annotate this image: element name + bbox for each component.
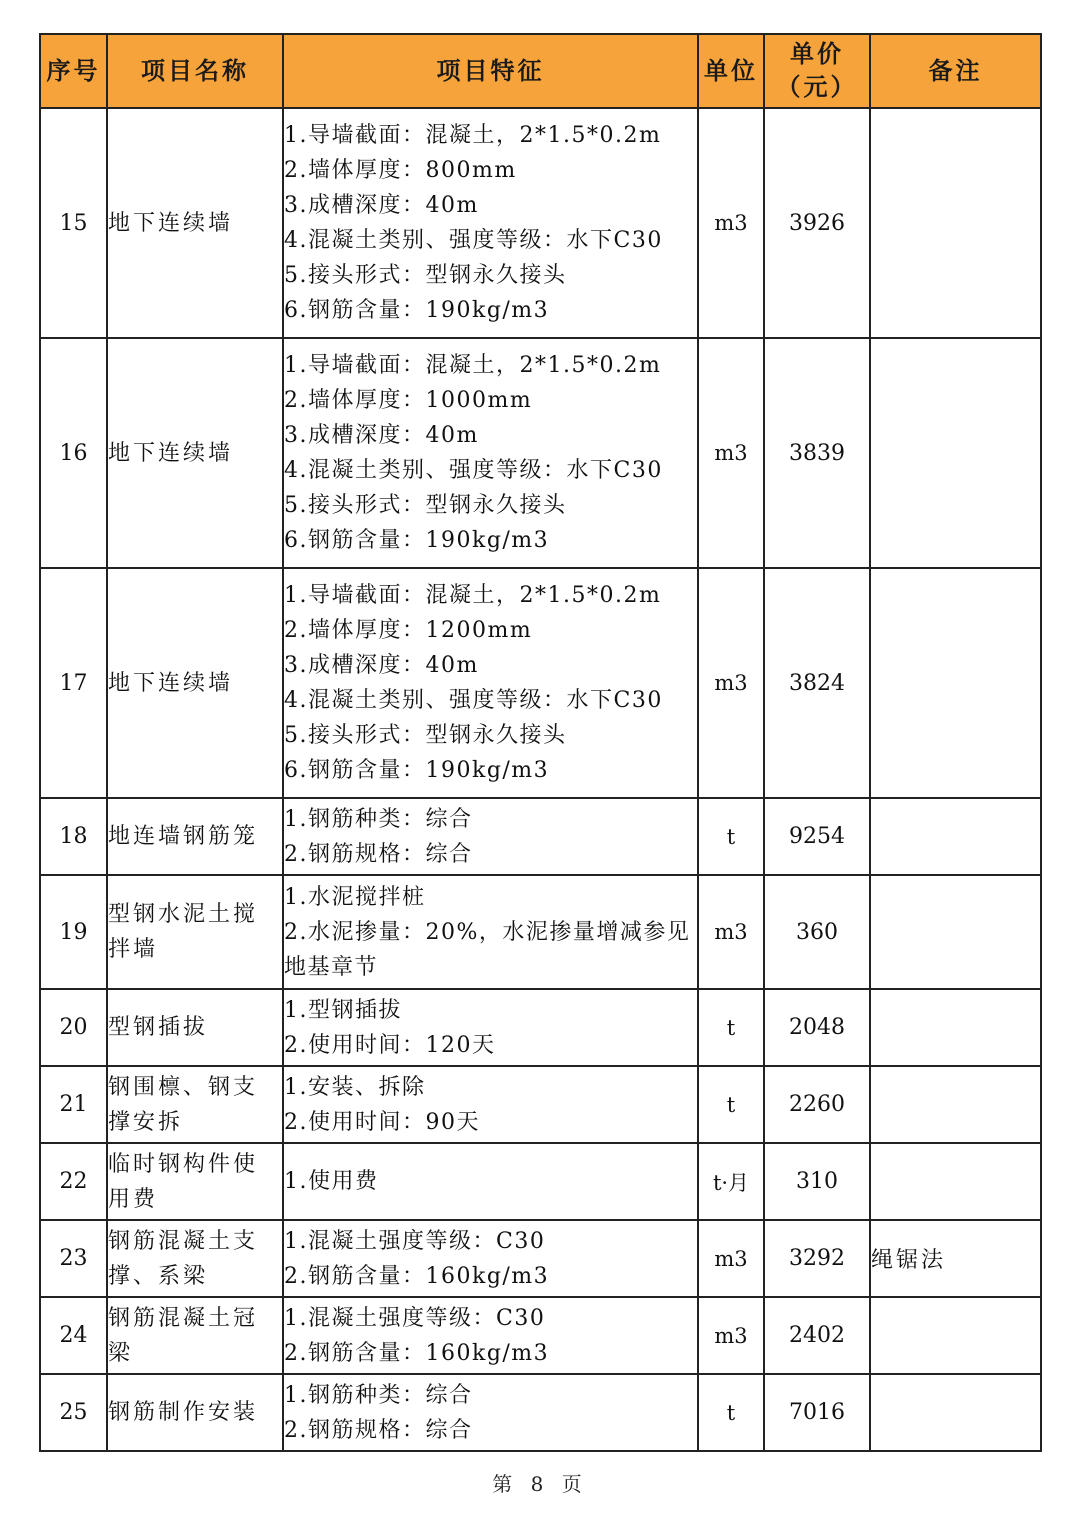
item-name: 地下连续墙 (107, 338, 283, 568)
item-unit: m3 (698, 1220, 764, 1297)
feature-line: 2.墙体厚度：1000mm (284, 388, 533, 413)
row-number: 23 (40, 1220, 107, 1297)
row-number: 18 (40, 798, 107, 875)
item-name: 型钢插拔 (107, 989, 283, 1066)
feature-line: 4.混凝土类别、强度等级：水下C30 (284, 458, 663, 483)
item-features (283, 338, 698, 568)
feature-line: 1.混凝土强度等级：C30 (284, 1305, 546, 1331)
header-price-line1: 单价 (790, 40, 844, 68)
feature-line: 1.使用费 (284, 1169, 379, 1194)
item-name: 型钢水泥土搅拌墙 (107, 875, 283, 989)
feature-line: 1.导墙截面：混凝土，2*1.5*0.2m (284, 353, 662, 378)
item-remark (870, 1143, 1041, 1220)
feature-line: 2.钢筋规格：综合 (284, 841, 473, 867)
item-name: 地连墙钢筋笼 (107, 798, 283, 875)
feature-line: 1.钢筋种类：综合 (284, 806, 473, 832)
item-remark (870, 989, 1041, 1066)
item-unit-price: 3926 (764, 108, 870, 338)
header-price-line2: （元） (776, 73, 858, 101)
row-number: 17 (40, 568, 107, 798)
item-remark (870, 798, 1041, 875)
item-features (283, 568, 698, 798)
item-features (283, 1143, 698, 1220)
feature-line: 4.混凝土类别、强度等级：水下C30 (284, 688, 663, 713)
item-unit-price: 2260 (764, 1066, 870, 1143)
item-name: 地下连续墙 (107, 568, 283, 798)
item-unit-price: 310 (764, 1143, 870, 1220)
row-number: 19 (40, 875, 107, 989)
item-unit-price: 9254 (764, 798, 870, 875)
table-row (40, 798, 1041, 875)
feature-line: 1.水泥搅拌桩 (284, 884, 426, 910)
boq-table (39, 33, 1042, 1452)
item-unit: m3 (698, 875, 764, 989)
table-row (40, 1374, 1041, 1451)
feature-line: 5.接头形式：型钢永久接头 (284, 263, 567, 288)
row-number: 24 (40, 1297, 107, 1374)
item-name: 临时钢构件使用费 (107, 1143, 283, 1220)
table-row (40, 1143, 1041, 1220)
item-remark (870, 875, 1041, 989)
item-unit: t (698, 1374, 764, 1451)
item-remark (870, 108, 1041, 338)
item-remark (870, 338, 1041, 568)
header-remark: 备注 (870, 34, 1041, 108)
feature-line: 1.安装、拆除 (284, 1074, 426, 1100)
item-remark: 绳锯法 (870, 1220, 1041, 1297)
item-unit: m3 (698, 1297, 764, 1374)
feature-line: 1.钢筋种类：综合 (284, 1382, 473, 1408)
item-features (283, 1374, 698, 1451)
item-features (283, 989, 698, 1066)
item-name: 钢筋制作安装 (107, 1374, 283, 1451)
feature-line: 3.成槽深度：40m (284, 423, 479, 448)
table-row (40, 568, 1041, 798)
item-unit: t (698, 1066, 764, 1143)
item-features (283, 1066, 698, 1143)
header-no: 序号 (40, 34, 107, 108)
item-remark (870, 1374, 1041, 1451)
item-unit-price: 2048 (764, 989, 870, 1066)
row-number: 22 (40, 1143, 107, 1220)
table-row (40, 108, 1041, 338)
item-name: 地下连续墙 (107, 108, 283, 338)
feature-line: 1.型钢插拔 (284, 997, 402, 1023)
row-number: 20 (40, 989, 107, 1066)
feature-line: 6.钢筋含量：190kg/m3 (284, 298, 550, 323)
header-row (40, 34, 1041, 108)
item-features (283, 875, 698, 989)
feature-line: 4.混凝土类别、强度等级：水下C30 (284, 228, 663, 253)
item-remark (870, 568, 1041, 798)
feature-line: 3.成槽深度：40m (284, 653, 479, 678)
item-unit-price: 3292 (764, 1220, 870, 1297)
table-row (40, 1297, 1041, 1374)
feature-line: 2.水泥掺量：20%，水泥掺量增减参见地基章节 (284, 919, 691, 980)
item-unit: m3 (698, 108, 764, 338)
row-number: 15 (40, 108, 107, 338)
feature-line: 2.墙体厚度：800mm (284, 158, 517, 183)
header-unit: 单位 (698, 34, 764, 108)
item-unit-price: 2402 (764, 1297, 870, 1374)
item-unit: t·月 (698, 1143, 764, 1220)
feature-line: 5.接头形式：型钢永久接头 (284, 493, 567, 518)
item-features (283, 1220, 698, 1297)
feature-line: 2.使用时间：90天 (284, 1109, 480, 1135)
row-number: 21 (40, 1066, 107, 1143)
feature-line: 1.混凝土强度等级：C30 (284, 1228, 546, 1254)
header-price (764, 34, 870, 108)
table-row (40, 989, 1041, 1066)
feature-line: 1.导墙截面：混凝土，2*1.5*0.2m (284, 583, 662, 608)
feature-line: 6.钢筋含量：190kg/m3 (284, 528, 550, 553)
feature-line: 2.钢筋含量：160kg/m3 (284, 1340, 550, 1366)
feature-line: 1.导墙截面：混凝土，2*1.5*0.2m (284, 123, 662, 148)
header-name: 项目名称 (107, 34, 283, 108)
feature-line: 2.钢筋含量：160kg/m3 (284, 1263, 550, 1289)
feature-line: 2.钢筋规格：综合 (284, 1417, 473, 1443)
feature-line: 5.接头形式：型钢永久接头 (284, 723, 567, 748)
item-unit: m3 (698, 338, 764, 568)
page-number: 第 8 页 (492, 1472, 588, 1496)
item-unit-price: 3824 (764, 568, 870, 798)
row-number: 25 (40, 1374, 107, 1451)
item-name: 钢围檩、钢支撑安拆 (107, 1066, 283, 1143)
table-row (40, 1066, 1041, 1143)
item-unit-price: 3839 (764, 338, 870, 568)
header-features: 项目特征 (283, 34, 698, 108)
item-unit: t (698, 798, 764, 875)
item-unit: m3 (698, 568, 764, 798)
item-features (283, 108, 698, 338)
table-row (40, 338, 1041, 568)
item-features (283, 1297, 698, 1374)
table-row (40, 875, 1041, 989)
feature-line: 2.使用时间：120天 (284, 1032, 496, 1058)
feature-line: 2.墙体厚度：1200mm (284, 618, 533, 643)
item-unit-price: 7016 (764, 1374, 870, 1451)
row-number: 16 (40, 338, 107, 568)
feature-line: 3.成槽深度：40m (284, 193, 479, 218)
item-name: 钢筋混凝土支撑、系梁 (107, 1220, 283, 1297)
item-name: 钢筋混凝土冠梁 (107, 1297, 283, 1374)
item-features (283, 798, 698, 875)
table-row (40, 1220, 1041, 1297)
item-unit-price: 360 (764, 875, 870, 989)
item-remark (870, 1066, 1041, 1143)
feature-line: 6.钢筋含量：190kg/m3 (284, 758, 550, 783)
item-remark (870, 1297, 1041, 1374)
table-body (40, 108, 1041, 1451)
item-unit: t (698, 989, 764, 1066)
